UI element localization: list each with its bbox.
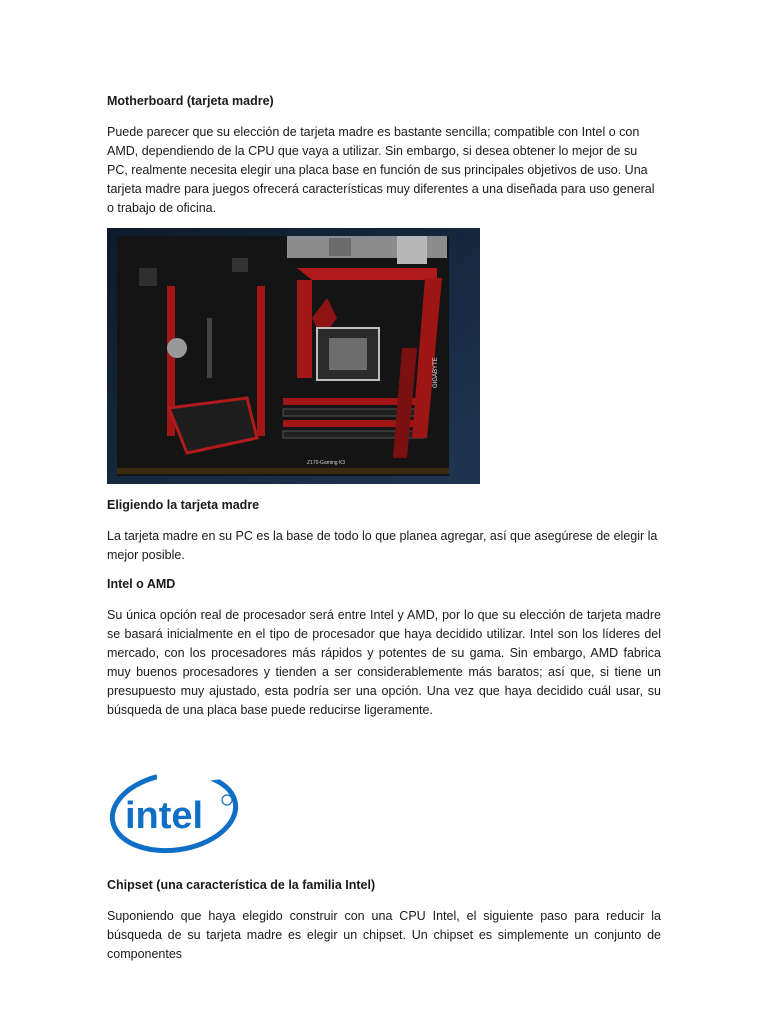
motherboard-image [107, 228, 480, 484]
paragraph-choosing: La tarjeta madre en su PC es la base de todo lo que planea agregar, así que asegúrese de elegir la mejor posible. [107, 529, 658, 562]
intel-logo-image [107, 766, 241, 858]
heading-motherboard: Motherboard (tarjeta madre) [107, 94, 274, 108]
motherboard-model-label: Z170-Gaming K3 [307, 460, 346, 466]
paragraph-motherboard: Puede parecer que su elección de tarjeta madre es bastante sencilla; compatible con Intel o con AMD, dependiendo de la CPU que vaya a utilizar. Sin embargo, si desea obtener lo mejor de su PC, realmente necesita elegir una placa base en función de sus principales objetivos de uso. Una tarjeta madre para juegos ofrecerá características muy diferentes a una diseñada para uso general o trabajo de oficina. [107, 125, 655, 215]
heading-chipset: Chipset (una característica de la familia Intel) [107, 878, 376, 892]
paragraph-intel-amd: Su única opción real de procesador será entre Intel y AMD, por lo que su elección de tarjeta madre se basará inicialmente en el tipo de procesador que haya decidido utilizar. Intel son los líderes del mercado, con los procesadores más rápidos y potentes de su gama. Sin embargo, AMD fabrica muy buenos procesadores y tienden a ser considerablemente más baratos; así que, si tiene un presupuesto muy ajustado, esta podría ser una opción. Una vez que haya decidido cuál usar, su búsqueda de una placa base puede reducirse ligeramente. [107, 608, 661, 717]
intel-logo-text: intel [125, 795, 204, 837]
motherboard-brand-label: GIGABYTE [433, 357, 439, 388]
paragraph-chipset: Suponiendo que haya elegido construir con una CPU Intel, el siguiente paso para reducir la búsqueda de su tarjeta madre es elegir un chipset. Un chipset es simplemente un conjunto de componentes [107, 909, 661, 961]
heading-intel-amd: Intel o AMD [107, 577, 176, 591]
heading-choosing: Eligiendo la tarjeta madre [107, 498, 260, 512]
